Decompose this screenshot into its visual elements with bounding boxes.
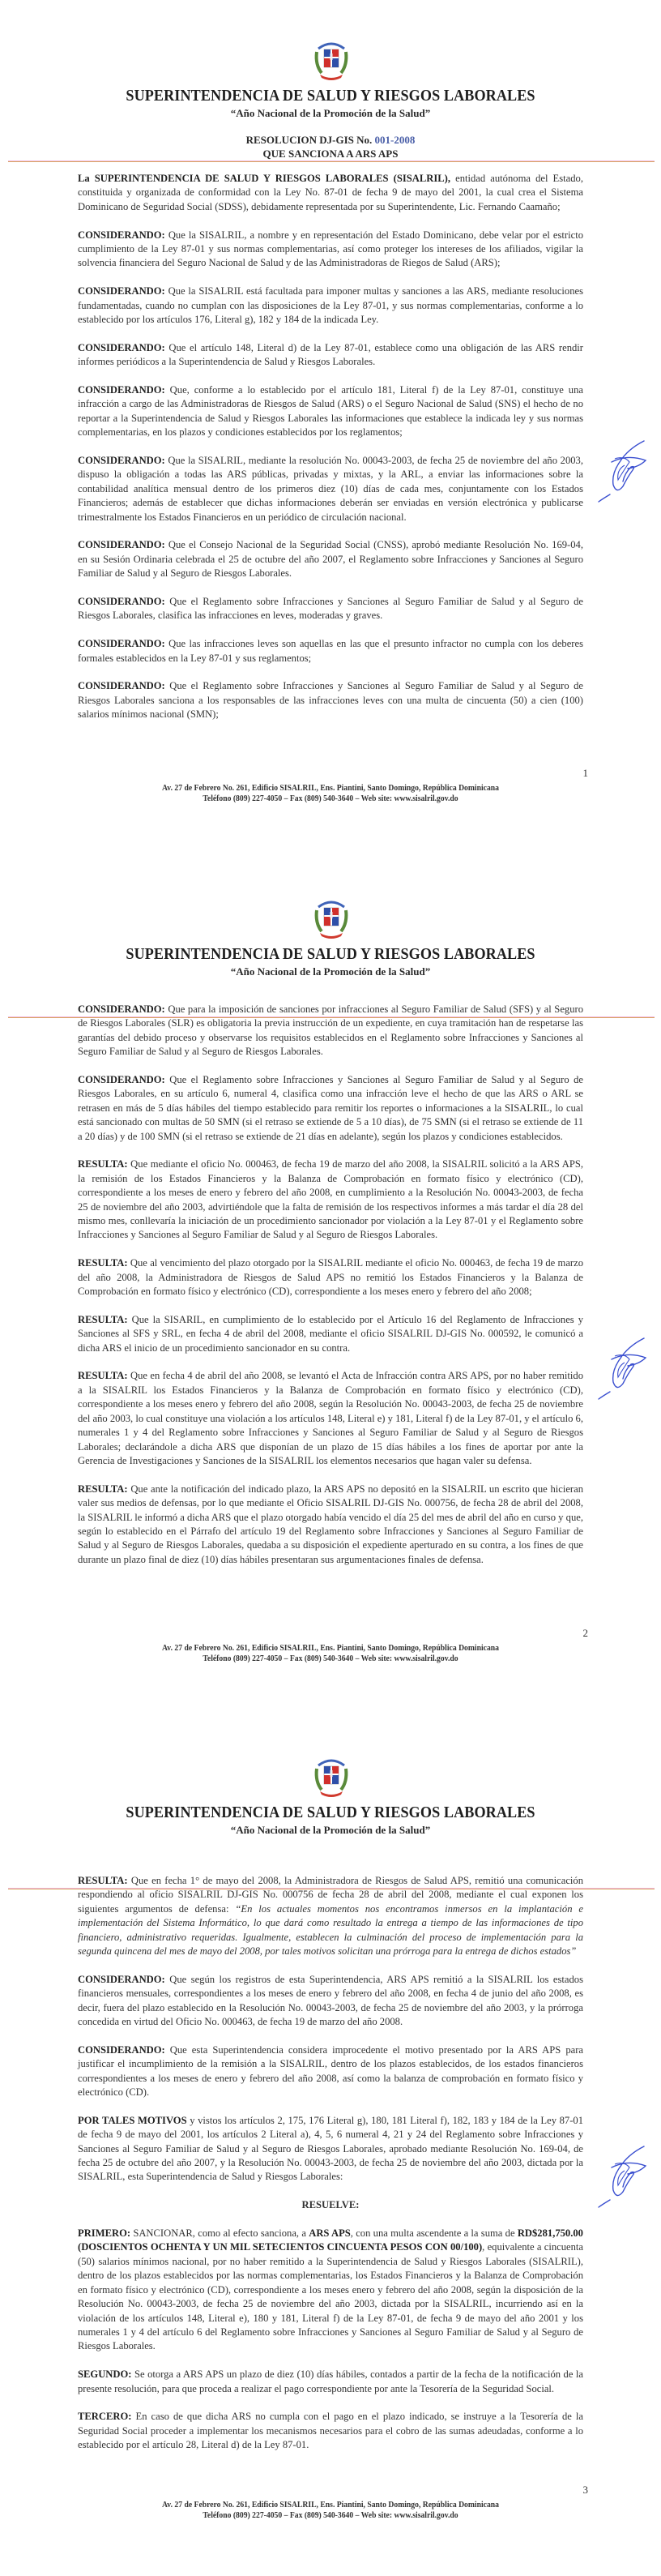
paragraph-text: Que, conforme a lo establecido por el artículo 181, Literal f) de la Ley 87-01, constituye una infracción a cargo de las Administradoras de Riesgos de Salud (ARS) o el Seguro Nacional de Salud (SNS) el hecho de no reportar a la Superintendencia de Salud y Riesgos Laborales las informaciones que establece la indicada ley y sus normas complementarias, en los plazos y condiciones establecidos por los reglamentos; [78, 384, 583, 439]
intro-paragraph [78, 172, 583, 214]
signature-icon [595, 2143, 650, 2208]
bold-lead-text: CONSIDERANDO: [78, 1074, 165, 1086]
paragraph-text: Se otorga a ARS APS un plazo de diez (10) días hábiles, contados a partir de la fecha de la notificación de la presente resolución, para que proceda a realizar el pago correspondiente por ante la Tesorería de la Seguridad Social. [78, 2368, 583, 2394]
paragraph-text: SANCIONAR, como al efecto sanciona, a [130, 2227, 309, 2240]
bold-lead-text: CONSIDERANDO: [78, 596, 165, 608]
footer-address: Av. 27 de Febrero No. 261, Edificio SISALRIL, Ens. Piantini, Santo Domingo, República Dominicana [162, 2501, 499, 2510]
resulta-paragraph [78, 1313, 583, 1355]
paragraph-text: y vistos los artículos 2, 175, 176 Literal g), 180, 181 Literal f), 182, 183 y 184 de la Ley 87-01 de fecha 9 de mayo del 2001, los artículos 2 Literal a), 4, 5, 6 numeral 4, 21 y 24 del Reglamento sobre Infracciones y Sanciones al Seguro Familiar de Salud y al Seguro de Riesgos Laborales, aprobado mediante Resolución No. 169-04, de fecha 25 de octubre del año 2007, y la Resolución No. 00043-2003, de fecha 25 de noviembre del año 2003, dictada por la SISALRIL, esta Superintendencia de Salud y Riesgos Laborales: [78, 2114, 583, 2183]
considerando-paragraph [78, 229, 583, 271]
paragraph-text: entidad autónoma del Estado, constituida y organizada de conformidad con la Ley No. 87-01 de fecha 9 de mayo del 2001, la cual crea el Sistema Dominicano de Seguridad Social (SDSS), debidamente representada por su Superintendente, Lic. Fernando Caamaño; [78, 173, 583, 212]
considerando-paragraph [78, 538, 583, 580]
paragraph-text: , equivalente a cincuenta (50) salarios mínimos nacional, por no haber remitido a la Superintendencia de Salud y Riesgos Laborales (SISALRIL), dentro de los plazos establecidos por las normas complementarias, los Estados Financieros y la Balanza de Comprobación en formato físico y electrónico (CD), correspondiente a los meses enero y febrero del año 2008, según la disposición de la Resolución No. 00043-2003, de fecha 25 de noviembre del año 2003, dictada por la SISALRIL, incurriendo así en la violación de los artículos 148, Literal e), 180 y 181, Literal f) de la Ley 87-01, de fecha 9 de mayo del año 2001 y los numerales 1 y 4 del artículo 6 del Reglamento sobre Infracciones y Sanciones al Seguro Familiar de Salud y al Seguro de Riesgos Laborales. [78, 2241, 583, 2352]
paragraph-text: Que el Consejo Nacional de la Seguridad Social (CNSS), aprobó mediante Resolución No. 169-04, en su Sesión Ordinaria celebrada el 25 de octubre del año 2007, el Reglamento sobre Infracciones y Sanciones al Seguro Familiar de Salud y al Seguro de Riesgos Laborales. [78, 539, 583, 580]
paragraph-text: Que al vencimiento del plazo otorgado por la SISALRIL mediante el oficio No. 000463, de fecha 19 de marzo del año 2008, la Administradora de Riesgos de Salud APS no remitió los Estados Financieros y la Balanza de Comprobación en formato físico y electrónico (CD), correspondiente a los meses enero y febrero del año 2008; [78, 1257, 583, 1298]
paragraph-text: Que mediante el oficio No. 000463, de fecha 19 de marzo del año 2008, la SISALRIL solicitó a la ARS APS, la remisión de los Estados Financieros y la Balanza de Comprobación en formato físico y electrónico (CD), correspondiente a los meses de enero y febrero del año 2008, en cumplimiento a la Resolución No. 00043-2003, de fecha 25 de noviembre del año 2003, advirtiéndole que la falta de remisión de los respectivos informes a más tardar el día 28 del mismo mes, conllevaría la iniciación de un procedimiento sancionador por violación a la Ley 87-01 y el Reglamento sobre Infracciones y Sanciones al Seguro Familiar de Salud y al Seguro de Riesgos Laborales. [78, 1158, 583, 1241]
page-number: 1 [582, 767, 588, 779]
bold-lead-text: RESULTA: [78, 1875, 128, 1886]
document-page-2 [0, 858, 661, 1717]
paragraph-text: Que ante la notificación del indicado plazo, la ARS APS no depositó en la SISALRIL un escrito que hicieran valer sus medios de defensas, por lo que mediante el Oficio SISALRIL DJ-GIS No. 000756, de fecha 28 de abril del 2008, la SISALRIL le informó a dicha ARS que el plazo otorgado había vencido el día 25 del mes de abril del año en curso y que, según lo establecido en el Párrafo del artículo 19 del Reglamento sobre Infracciones y Sanciones al Seguro Familiar de Salud y al Seguro de Riesgos Laborales, quedaba a su disposición el expediente aperturado en su contra, a los fines de que durante un plazo final de diez (10) días hábiles presentaran sus argumentaciones finales de defensa. [78, 1483, 583, 1565]
coat-of-arms-icon [312, 37, 351, 83]
bold-lead-text: La SUPERINTENDENCIA DE SALUD Y RIESGOS LABORALES (SISALRIL), [78, 173, 450, 184]
bold-lead-text: CONSIDERANDO: [78, 638, 165, 650]
resolution-number: 001-2008 [374, 134, 416, 146]
considerando-paragraph [78, 341, 583, 370]
organization-title: SUPERINTENDENCIA DE SALUD Y RIESGOS LABORALES [126, 946, 535, 963]
footer-contact: Teléfono (809) 227-4050 – Fax (809) 540-3640 – Web site: www.sisalril.gov.do [203, 794, 458, 803]
paragraph-text: Que la SISALRIL, a nombre y en representación del Estado Dominicano, debe velar por el estricto cumplimiento de la Ley 87-01 y sus normas complementarias, así como proteger los intereses de los afiliados, vigilar la solvencia financiera del Seguro Nacional de Salud y de las Administradoras de Riegos de Salud (ARS); [78, 229, 583, 269]
defense-quote: “En los actuales momentos nos encontramos inmersos en la implantación e implementación del Sistema Informático, lo que dará como resultado la entrega a tiempo de las informaciones de tipo financiero, administrativo requeridas. Igualmente, establecen la culminación del proceso de implementación para la segunda quincena del mes de mayo del 2008, por tales motivos solicitan una prórroga para la entrega de dichos estados” [78, 1902, 583, 1958]
bold-lead-text: RESULTA: [78, 1313, 128, 1325]
bold-lead-text: POR TALES MOTIVOS [78, 2114, 187, 2126]
bold-lead-text: CONSIDERANDO: [78, 539, 165, 551]
resolution-subject: QUE SANCIONA A ARS APS [262, 148, 399, 160]
paragraph-text: Que en fecha 1° de mayo del 2008, la Administradora de Riesgos de Salud APS, remitió una comunicación respondiendo al oficio SISALRIL DJ-GIS No. 000756 de fecha 28 de abril del 2008, mediante el cual exponen los siguientes argumentos de defensa: [78, 1875, 583, 1915]
paragraph-text: Que las infracciones leves son aquellas en las que el presunto infractor no cumpla con los deberes formales establecidos en la Ley 87-01 y sus reglamentos; [78, 638, 583, 664]
page-3-body [78, 1874, 583, 2467]
resulta-paragraph [78, 1874, 583, 1958]
bold-lead-text: RESULTA: [78, 1158, 128, 1170]
resulta-paragraph [78, 1369, 583, 1468]
bold-lead-text: CONSIDERANDO: [78, 341, 165, 353]
bold-lead-text: RESULTA: [78, 1483, 128, 1495]
footer-contact: Teléfono (809) 227-4050 – Fax (809) 540-3640 – Web site: www.sisalril.gov.do [203, 2511, 458, 2520]
paragraph-text: Que el Reglamento sobre Infracciones y Sanciones al Seguro Familiar de Salud y al Seguro de Riesgos Laborales sanciona a los responsables de las infracciones leves con una multa de cincuenta (50) a cien (100) salarios mínimos nacional (SMN); [78, 680, 583, 721]
coat-of-arms-icon [312, 1754, 351, 1799]
bold-lead-text: CONSIDERANDO: [78, 1973, 165, 1985]
bold-lead-text: CONSIDERANDO: [78, 2043, 165, 2056]
primero-paragraph [78, 2227, 583, 2354]
resulta-paragraph [78, 1256, 583, 1299]
bold-lead-text: CONSIDERANDO: [78, 680, 165, 692]
bold-lead-text: TERCERO: [78, 2411, 132, 2423]
paragraph-text: Que para la imposición de sanciones por infracciones al Seguro Familiar de Salud (SFS) y al Seguro de Riesgos Laborales (SLR) es obligatoria la previa instrucción de un expediente, en cuya tramitación han de respetarse las garantías del debido proceso y observarse los requisitos establecidos en el Reglamento sobre Infracciones y Sanciones al Seguro Familiar de Salud y al Seguro de Riesgos Laborales. [78, 1003, 583, 1058]
paragraph-text: Que esta Superintendencia considera improcedente el motivo presentado por la ARS APS para justificar el incumplimiento de la remisión a la SISALRIL, dentro de los plazos establecidos, de los estados financieros correspondientes a los meses de enero y febrero del año 2008, así como la balanza de comprobación en formato físico y electrónico (CD). [78, 2043, 583, 2099]
footer-address: Av. 27 de Febrero No. 261, Edificio SISALRIL, Ens. Piantini, Santo Domingo, República Dominicana [162, 1644, 499, 1653]
paragraph-text: Que la SISALRIL está facultada para imponer multas y sanciones a las ARS, mediante resoluciones fundamentadas, cuando no cumplan con las disposiciones de la Ley 87-01, y sus normas complementarias, conforme a lo establecido por los artículos 176, Literal g), 182 y 184 de la indicada Ley. [78, 285, 583, 326]
page-2-body [78, 1003, 583, 1581]
bold-lead-text: PRIMERO: [78, 2227, 131, 2240]
considerando-paragraph [78, 2043, 583, 2100]
paragraph-text: Que según los registros de esta Superintendencia, ARS APS remitió a la SISALRIL los estados financieros mensuales, correspondientes a los meses de enero y febrero del año 2008, en fecha 4 de junio del año 2008, es decir, fuera del plazo establecido en la Resolución No. 00043-2003, de fecha 25 de noviembre del año 2003, y la prórroga concedida en virtud del Oficio No. 000463, de fecha 19 de marzo del año 2008. [78, 1973, 583, 2028]
considerando-paragraph [78, 1073, 583, 1144]
signature-icon [595, 438, 650, 503]
paragraph-text: Que el artículo 148, Literal d) de la Ley 87-01, establece como una obligación de las ARS rendir informes periódicos a la Superintendencia de Salud y Riesgos Laborales. [78, 341, 583, 368]
considerando-paragraph [78, 595, 583, 623]
page-footer [27, 1643, 635, 1664]
bold-lead-text: ARS APS [309, 2227, 351, 2240]
motto: “Año Nacional de la Promoción de la Salud” [230, 1824, 431, 1836]
document-page-1 [0, 0, 661, 858]
page-footer [27, 783, 635, 804]
bold-lead-text: CONSIDERANDO: [78, 455, 165, 467]
page-number: 2 [582, 1627, 588, 1639]
organization-title: SUPERINTENDENCIA DE SALUD Y RIESGOS LABORALES [126, 1804, 535, 1821]
paragraph-text: Que en fecha 4 de abril del año 2008, se levantó el Acta de Infracción contra ARS APS, por no haber remitido a la SISALRIL los Estados Financieros y la Balanza de Comprobación en formato físico y electrónico (CD), correspondiente a los meses enero y febrero del año 2008, según la Resolución No. 00043-2003, de fecha 25 de noviembre del año 2003, lo cual constituye una violación a los artículos 148, Literal e) y 181, Literal f) de la Ley 87-01, y el artículo 6, numerales 1 y 4 del Reglamento sobre Infracciones y Sanciones al Seguro Familiar de Salud y al Seguro de Riesgos Laborales; declarándole a dicha ARS que disponían de un plazo de 15 días hábiles a los fines de aportar por ante la Gerencia de Investigaciones y Sanciones de la SISALRIL los elementos necesarios que hagan valer su defensa. [78, 1370, 583, 1466]
considerando-paragraph [78, 1003, 583, 1059]
bold-lead-text: RESULTA: [78, 1257, 128, 1269]
bold-lead-text: CONSIDERANDO: [78, 229, 165, 241]
paragraph-text: Que la SISARIL, en cumplimiento de lo establecido por el Artículo 16 del Reglamento de Infracciones y Sanciones al SFS y SRL, en fecha 4 de abril del 2008, mediante el oficio SISALRIL DJ-GIS No. 000592, le comunicó a dicha ARS el inicio de un procedimiento sancionador en su contra. [78, 1313, 583, 1354]
resolution-prefix: RESOLUCION DJ-GIS No. [245, 134, 373, 146]
motto: “Año Nacional de la Promoción de la Salud” [230, 107, 431, 119]
considerando-paragraph [78, 1973, 583, 2030]
header-divider [8, 160, 655, 162]
page-1-body [78, 172, 583, 736]
footer-contact: Teléfono (809) 227-4050 – Fax (809) 540-3640 – Web site: www.sisalril.gov.do [203, 1654, 458, 1663]
resulta-paragraph [78, 1157, 583, 1242]
bold-lead-text: SEGUNDO: [78, 2368, 132, 2381]
paragraph-text: En caso de que dicha ARS no cumpla con el pago en el plazo indicado, se instruye a la Tesorería de la Seguridad Social proceder a implementar los mecanismos necesarios para el cobro de las sumas adeudadas, conforme a lo establecido por el artículo 28, Literal d) de la Ley 87-01. [78, 2411, 583, 2451]
paragraph-text: Que el Reglamento sobre Infracciones y Sanciones al Seguro Familiar de Salud y al Seguro de Riesgos Laborales, clasifica las infracciones en leves, moderadas y graves. [78, 596, 583, 622]
footer-address: Av. 27 de Febrero No. 261, Edificio SISALRIL, Ens. Piantini, Santo Domingo, República Dominicana [162, 784, 499, 793]
paragraph-text: Que el Reglamento sobre Infracciones y Sanciones al Seguro Familiar de Salud y al Seguro de Riesgos Laborales, en su artículo 6, numeral 4, clasifica como una infracción leve el hecho de que las ARS o ARL se retrasen en más de 5 días hábiles del tiempo establecido para remitir los reportes o informaciones a la SISALRIL, lo cual está sancionado con multas de 50 SMN (si el retraso se extiende de 5 a 10 días), de 75 SMN (si el retraso se extiende de 11 a 20 días) y de 100 SMN (si el retraso se extiende de 21 días en adelante), según los plazos y condiciones establecidos. [78, 1074, 583, 1142]
tercero-paragraph [78, 2410, 583, 2452]
document-page-3 [0, 1717, 661, 2575]
page-footer [27, 2500, 635, 2521]
organization-title: SUPERINTENDENCIA DE SALUD Y RIESGOS LABORALES [126, 88, 535, 105]
coat-of-arms-icon [312, 896, 351, 941]
paragraph-text: Que la SISALRIL, mediante la resolución No. 00043-2003, de fecha 25 de noviembre del año 2003, dispuso la obligación a todas las ARS públicas, privadas y mixtas, y la ARL, a enviar las informaciones sobre la contabilidad analítica mensual dentro de los primeros diez (10) días de cada mes, conjuntamente con los Estados Financieros; además de establecer que dichas informaciones deberán ser enviadas en versión electrónica y publicarse trimestralmente los Estados Financieros en un periódico de circulación nacional. [78, 455, 583, 523]
segundo-paragraph [78, 2368, 583, 2396]
bold-lead-text: CONSIDERANDO: [78, 1003, 165, 1015]
resuelve-heading: RESUELVE: [301, 2199, 360, 2211]
considerando-paragraph [78, 637, 583, 665]
resulta-paragraph [78, 1483, 583, 1567]
por-tales-motivos-paragraph [78, 2114, 583, 2184]
considerando-paragraph [78, 383, 583, 440]
considerando-paragraph [78, 285, 583, 327]
page-number: 3 [582, 2484, 588, 2496]
paragraph-text: , con una multa ascendente a la suma de [350, 2227, 518, 2240]
signature-icon [595, 1335, 650, 1400]
considerando-paragraph [78, 679, 583, 721]
bold-lead-text: CONSIDERANDO: [78, 285, 165, 297]
bold-lead-text: CONSIDERANDO: [78, 384, 165, 396]
bold-lead-text: RESULTA: [78, 1370, 128, 1382]
resolution-title [0, 133, 661, 160]
motto: “Año Nacional de la Promoción de la Salud” [230, 965, 431, 978]
considerando-paragraph [78, 454, 583, 524]
bold-lead-text: RD$281,750.00 (DOSCIENTOS OCHENTA Y UN MIL SETECIENTOS CINCUENTA PESOS CON 00/100) [78, 2227, 583, 2253]
